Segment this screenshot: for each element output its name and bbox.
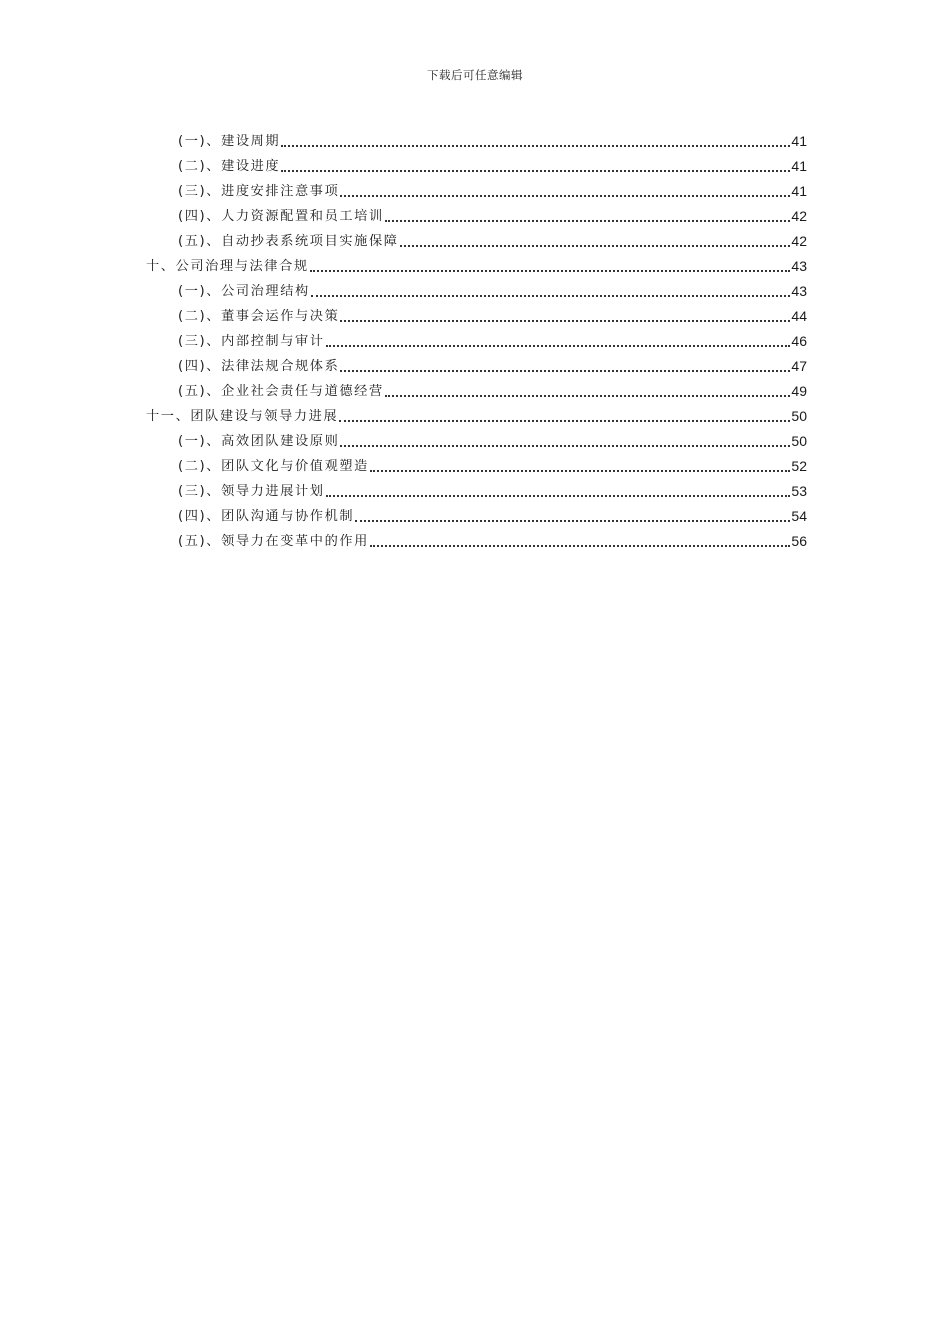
toc-entry-title: (一)、公司治理结构	[178, 284, 310, 299]
toc-entry[interactable]	[178, 425, 807, 450]
toc-entry-page: 41	[791, 183, 807, 199]
toc-entry-page: 43	[791, 258, 807, 274]
toc-entry[interactable]	[178, 225, 807, 250]
toc-entry[interactable]	[178, 475, 807, 500]
toc-entry-page: 42	[791, 233, 807, 249]
toc-entry-page: 41	[791, 133, 807, 149]
toc-entry[interactable]	[178, 300, 807, 325]
toc-entry[interactable]	[178, 500, 807, 525]
toc-leader-dots	[370, 545, 790, 547]
toc-leader-dots	[326, 345, 791, 347]
toc-leader-dots	[355, 520, 790, 522]
toc-entry-title: (二)、董事会运作与决策	[178, 309, 340, 324]
toc-entry-title: (一)、建设周期	[178, 134, 281, 149]
toc-entry[interactable]	[178, 200, 807, 225]
toc-entry-title: (四)、法律法规合规体系	[178, 359, 340, 374]
toc-leader-dots	[339, 420, 790, 422]
toc-entry[interactable]	[146, 250, 807, 275]
toc-entry[interactable]	[146, 400, 807, 425]
toc-leader-dots	[326, 495, 791, 497]
toc-entry-title: 十、公司治理与法律合规	[146, 259, 309, 274]
toc-entry-title: (二)、建设进度	[178, 159, 281, 174]
toc-entry-page: 49	[791, 383, 807, 399]
toc-entry-title: (五)、领导力在变革中的作用	[178, 534, 369, 549]
toc-entry-page: 46	[791, 333, 807, 349]
toc-entry-title: (四)、团队沟通与协作机制	[178, 509, 355, 524]
toc-entry-title: (五)、自动抄表系统项目实施保障	[178, 234, 399, 249]
toc-leader-dots	[340, 195, 790, 197]
toc-entry[interactable]	[178, 175, 807, 200]
toc-entry[interactable]	[178, 150, 807, 175]
toc-entry-title: (三)、领导力进展计划	[178, 484, 325, 499]
toc-entry-page: 42	[791, 208, 807, 224]
toc-entry[interactable]	[178, 325, 807, 350]
toc-leader-dots	[400, 245, 791, 247]
toc-entry-page: 52	[791, 458, 807, 474]
page-header: 下载后可任意编辑	[427, 68, 523, 82]
toc-entry[interactable]	[178, 450, 807, 475]
toc-leader-dots	[340, 320, 790, 322]
toc-entry-title: (二)、团队文化与价值观塑造	[178, 459, 369, 474]
toc-leader-dots	[340, 370, 790, 372]
toc-leader-dots	[385, 395, 791, 397]
toc-entry-title: (一)、高效团队建设原则	[178, 434, 340, 449]
toc-entry[interactable]	[178, 525, 807, 550]
toc-entry-page: 53	[791, 483, 807, 499]
toc-entry-page: 47	[791, 358, 807, 374]
toc-entry[interactable]	[178, 350, 807, 375]
toc-entry-page: 50	[791, 433, 807, 449]
toc-entry[interactable]	[178, 375, 807, 400]
toc-leader-dots	[281, 145, 790, 147]
toc-leader-dots	[310, 270, 791, 272]
toc-entry-page: 41	[791, 158, 807, 174]
toc-entry-page: 54	[791, 508, 807, 524]
toc-leader-dots	[370, 470, 790, 472]
toc-entry-page: 43	[791, 283, 807, 299]
toc-entry[interactable]	[178, 125, 807, 150]
toc-entry-title: (三)、进度安排注意事项	[178, 184, 340, 199]
toc-entry-page: 50	[791, 408, 807, 424]
toc-entry-title: (五)、企业社会责任与道德经营	[178, 384, 384, 399]
toc-entry-title: (四)、人力资源配置和员工培训	[178, 209, 384, 224]
toc-entry-title: 十一、团队建设与领导力进展	[146, 409, 339, 424]
toc-entry-page: 56	[791, 533, 807, 549]
toc-leader-dots	[281, 170, 790, 172]
toc-leader-dots	[340, 445, 790, 447]
toc-leader-dots	[385, 220, 791, 222]
toc-leader-dots	[311, 295, 791, 297]
toc-entry-title: (三)、内部控制与审计	[178, 334, 325, 349]
toc-entry-page: 44	[791, 308, 807, 324]
toc-entry[interactable]	[178, 275, 807, 300]
